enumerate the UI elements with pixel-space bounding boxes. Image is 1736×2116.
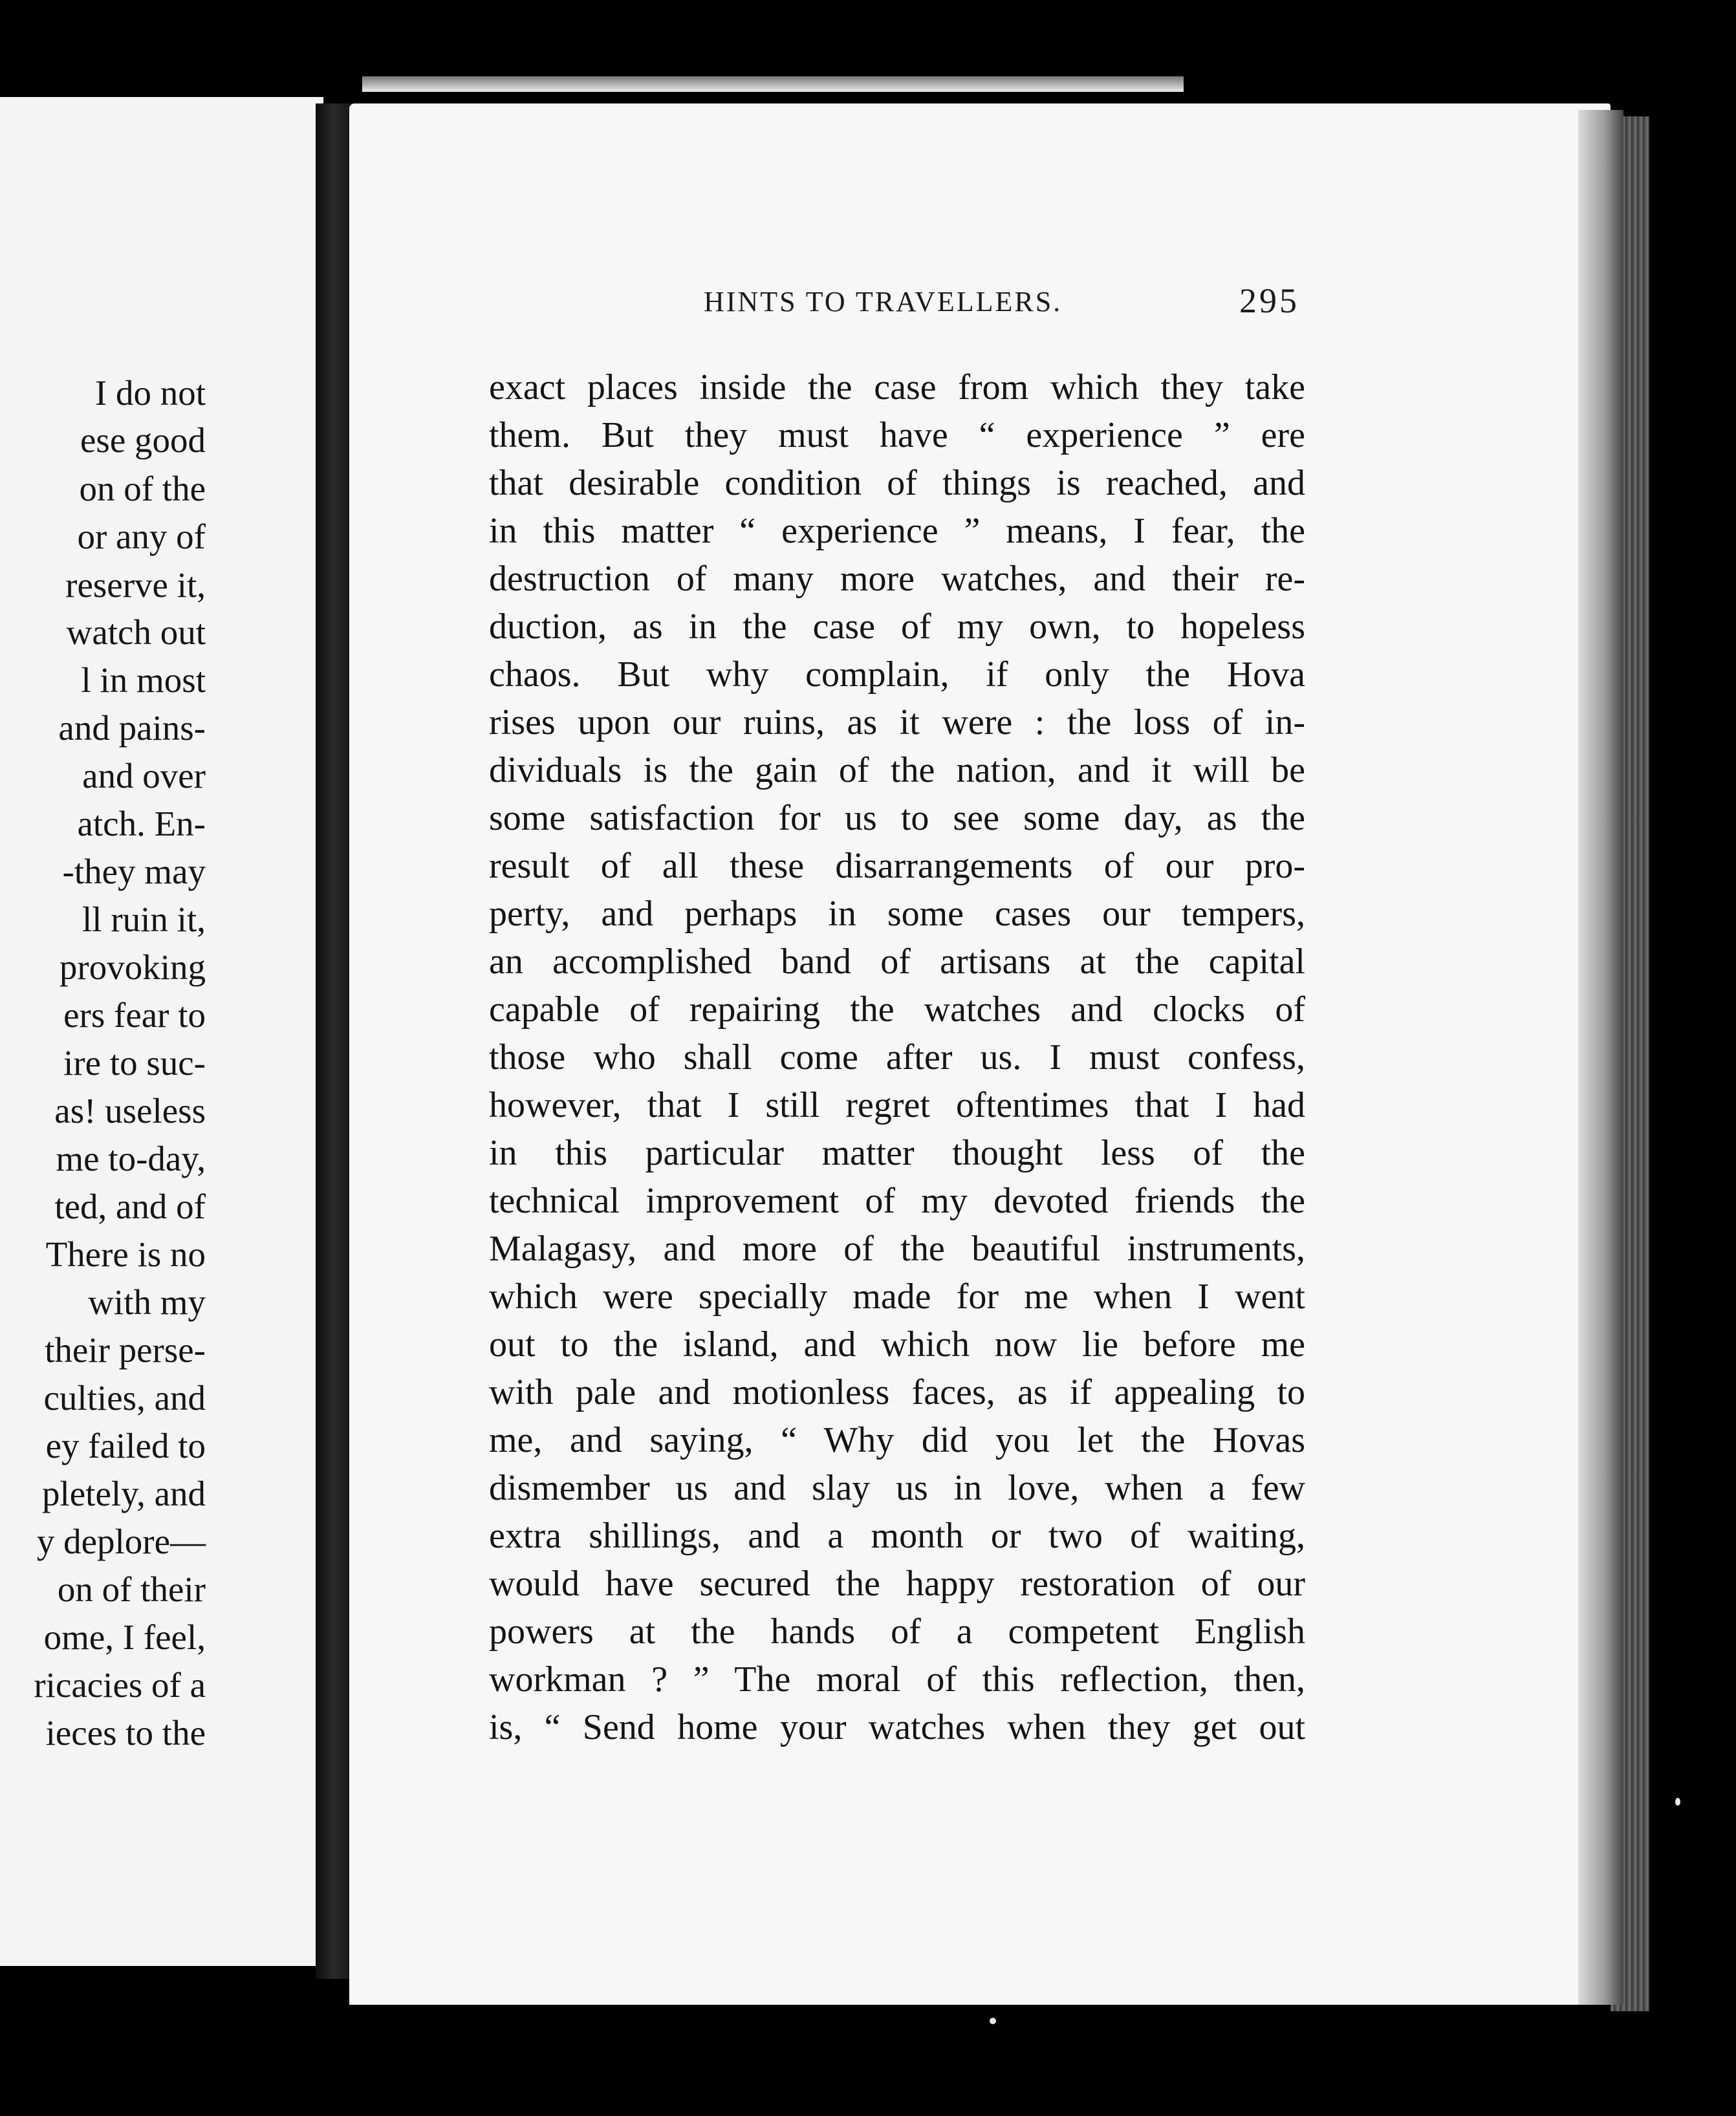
- body-line: destruction of many more watches, and their re-: [489, 559, 1305, 599]
- left-page-line: ese good: [80, 420, 206, 460]
- body-line: an accomplished band of artisans at the capital: [489, 942, 1305, 982]
- left-page-line: on of the: [79, 469, 206, 508]
- body-line: result of all these disarrangements of our pro-: [489, 846, 1305, 886]
- left-page-line: y deplore—: [36, 1522, 206, 1561]
- left-page-line: ey failed to: [45, 1426, 206, 1465]
- left-page-line: ome, I feel,: [43, 1617, 206, 1657]
- body-line: rises upon our ruins, as it were : the loss of in-: [489, 702, 1305, 742]
- left-page-line: ers fear to: [63, 995, 206, 1035]
- body-line: those who shall come after us. I must confess,: [489, 1037, 1305, 1077]
- left-page-line: ieces to the: [45, 1713, 206, 1753]
- page-number: 295: [1239, 281, 1299, 320]
- body-line: some satisfaction for us to see some day, as the: [489, 798, 1305, 838]
- body-line: that desirable condition of things is reached, and: [489, 463, 1305, 503]
- body-line: duction, as in the case of my own, to hopeless: [489, 607, 1305, 647]
- left-page-line: their perse-: [45, 1330, 206, 1370]
- left-page-line: ted, and of: [54, 1187, 206, 1226]
- body-line: in this matter “ experience ” means, I fear, the: [489, 511, 1305, 551]
- left-page: [0, 97, 323, 1966]
- left-page-line: I do not: [94, 373, 206, 413]
- body-line: dividuals is the gain of the nation, and it will be: [489, 750, 1305, 790]
- left-page-line: l in most: [81, 660, 206, 700]
- left-page-line: provoking: [59, 947, 206, 987]
- body-line: with pale and motionless faces, as if appealing to: [489, 1372, 1305, 1412]
- left-page-line: on of their: [57, 1570, 206, 1609]
- body-line: extra shillings, and a month or two of waiting,: [489, 1516, 1305, 1556]
- body-line: workman ? ” The moral of this reflection, then,: [489, 1659, 1305, 1700]
- page-top-edge: [362, 76, 1184, 92]
- left-page-line: ll ruin it,: [82, 900, 206, 939]
- body-line: exact places inside the case from which they take: [489, 367, 1305, 407]
- left-page-line: with my: [88, 1282, 206, 1322]
- body-line: Malagasy, and more of the beautiful instruments,: [489, 1229, 1305, 1269]
- right-page-shadow: [1578, 110, 1623, 2005]
- left-page-line: pletely, and: [41, 1474, 206, 1513]
- left-page-line: and over: [82, 756, 206, 795]
- scan-speck: [1675, 1798, 1680, 1806]
- body-line: technical improvement of my devoted friends the: [489, 1181, 1305, 1221]
- left-page-line: watch out: [66, 612, 206, 652]
- left-page-line: ire to suc-: [63, 1043, 206, 1083]
- body-line: powers at the hands of a competent English: [489, 1612, 1305, 1652]
- running-head: HINTS TO TRAVELLERS.: [704, 286, 1063, 318]
- body-line: me, and saying, “ Why did you let the Hovas: [489, 1420, 1305, 1460]
- left-page-line: -they may: [62, 852, 206, 891]
- right-page-body: [489, 363, 1305, 1751]
- body-line: out to the island, and which now lie before me: [489, 1324, 1305, 1365]
- body-line: chaos. But why complain, if only the Hova: [489, 654, 1305, 695]
- body-line: capable of repairing the watches and clocks of: [489, 989, 1305, 1030]
- left-page-line: or any of: [77, 517, 206, 556]
- scan-speck: [990, 2018, 996, 2024]
- body-line: is, “ Send home your watches when they get out: [489, 1707, 1305, 1747]
- body-line: them. But they must have “ experience ” ere: [489, 415, 1305, 455]
- left-page-line: There is no: [45, 1235, 206, 1274]
- body-line: however, that I still regret oftentimes that I had: [489, 1085, 1305, 1125]
- left-page-line: and pains-: [58, 708, 206, 748]
- left-page-line: culties, and: [43, 1378, 206, 1418]
- left-page-line: me to-day,: [56, 1139, 206, 1178]
- left-page-line: atch. En-: [77, 804, 206, 843]
- body-line: in this particular matter thought less of the: [489, 1133, 1305, 1173]
- body-line: which were specially made for me when I went: [489, 1277, 1305, 1317]
- left-page-line: reserve it,: [65, 565, 206, 605]
- left-page-line: ricacies of a: [34, 1665, 206, 1705]
- left-page-line: as! useless: [54, 1091, 206, 1130]
- body-line: would have secured the happy restoration of our: [489, 1564, 1305, 1604]
- body-line: perty, and perhaps in some cases our tempers,: [489, 894, 1305, 934]
- body-line: dismember us and slay us in love, when a few: [489, 1468, 1305, 1508]
